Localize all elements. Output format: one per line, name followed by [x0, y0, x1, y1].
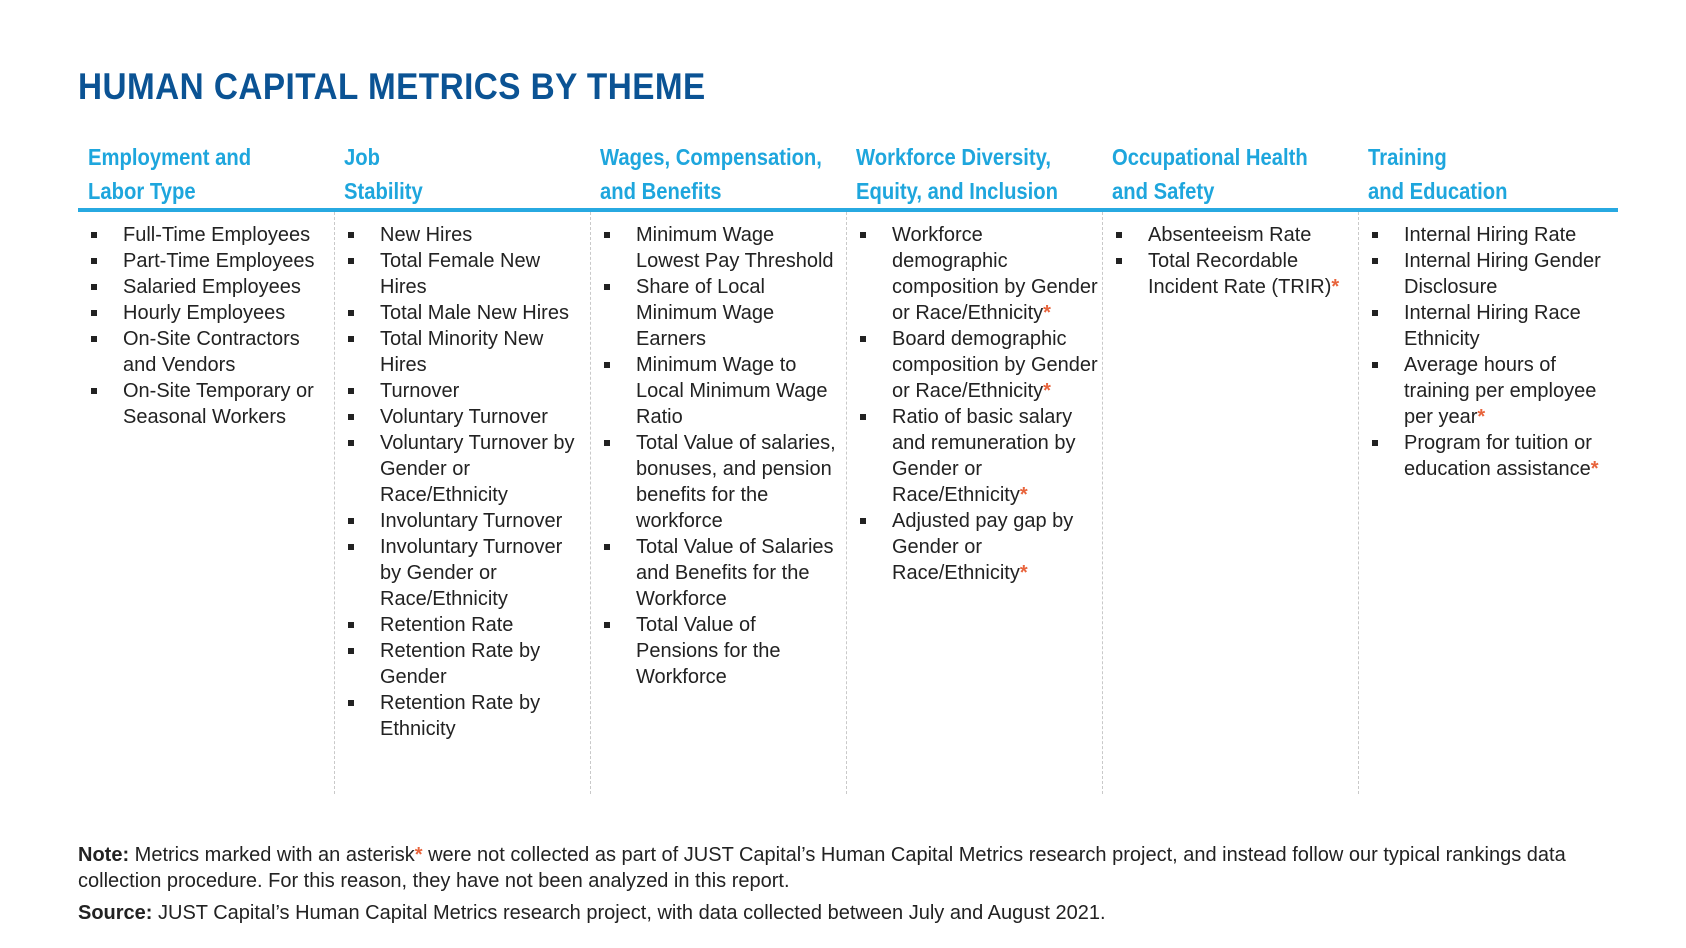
column-heading-line: and Safety	[1112, 178, 1215, 204]
source-label: Source:	[78, 902, 153, 924]
list-item	[345, 690, 586, 742]
footnotes	[78, 842, 1638, 926]
column-heading-job-stability	[334, 140, 590, 208]
metric-text: Minimum Wage to Local Minimum Wage Ratio	[636, 354, 828, 428]
column-heading-wages	[590, 140, 846, 208]
metric-text: Absenteeism Rate	[1148, 224, 1312, 246]
list-item	[601, 352, 842, 430]
asterisk-mark: *	[1043, 380, 1051, 402]
metric-text: Total Minority New Hires	[380, 328, 544, 376]
column-heading-line: Wages, Compensation,	[600, 144, 822, 170]
list-item	[345, 378, 586, 404]
list-item	[1369, 430, 1610, 482]
column-heading-employment	[78, 140, 334, 208]
column-heading-diversity	[846, 140, 1102, 208]
list-item	[1113, 248, 1354, 300]
column-heading-line: Training	[1368, 144, 1447, 170]
metric-text: Total Female New Hires	[380, 250, 541, 298]
metric-list	[601, 222, 842, 690]
list-item	[88, 326, 330, 378]
metrics-table	[78, 140, 1618, 794]
list-item	[1369, 300, 1610, 352]
asterisk-mark: *	[1019, 484, 1028, 506]
metric-list	[345, 222, 586, 742]
list-item	[345, 638, 586, 690]
list-item	[345, 248, 586, 300]
metric-text: Total Value of Pensions for the Workforce	[636, 614, 781, 688]
metric-text: Internal Hiring Gender Disclosure	[1404, 250, 1601, 298]
metric-list	[1113, 222, 1354, 300]
metric-text: Hourly Employees	[123, 302, 286, 324]
asterisk-mark: *	[1477, 406, 1486, 428]
column-heading-training	[1358, 140, 1614, 208]
metric-text: Voluntary Turnover	[380, 406, 548, 428]
column-job-stability	[334, 212, 590, 794]
note-text-before: Metrics marked with an asterisk	[129, 844, 415, 866]
list-item	[88, 274, 330, 300]
metric-text: Turnover	[380, 380, 460, 402]
column-heading-line: Equity, and Inclusion	[856, 178, 1059, 204]
metric-text: Average hours of training per employee per year	[1404, 354, 1597, 428]
list-item	[88, 248, 330, 274]
list-item	[345, 612, 586, 638]
metric-text: Part-Time Employees	[123, 250, 315, 272]
list-item	[345, 404, 586, 430]
column-employment	[78, 212, 334, 794]
note-text-after: were not collected as part of JUST Capital’s Human Capital Metrics research project, and instead follow our typical rankings data collection procedure. For this reason, they have not been analyzed in this report.	[78, 844, 1566, 892]
metric-text: Internal Hiring Race Ethnicity	[1404, 302, 1581, 350]
column-heading-line: Workforce Diversity,	[856, 144, 1051, 170]
list-item	[1113, 222, 1354, 248]
list-item	[1369, 248, 1610, 300]
metric-text: Program for tuition or education assistance	[1404, 432, 1592, 480]
list-item	[601, 534, 842, 612]
metric-list	[857, 222, 1098, 586]
metric-text: On-Site Temporary or Seasonal Workers	[123, 380, 314, 428]
metric-text: Adjusted pay gap by Gender or Race/Ethnicity	[892, 510, 1074, 584]
column-heading-line: and Education	[1368, 178, 1508, 204]
table-header-row	[78, 140, 1618, 212]
page-title: HUMAN CAPITAL METRICS BY THEME	[78, 66, 706, 107]
list-item	[601, 274, 842, 352]
metric-list	[88, 222, 330, 430]
table-body-row	[78, 212, 1618, 794]
metric-text: Internal Hiring Rate	[1404, 224, 1577, 246]
metric-text: On-Site Contractors and Vendors	[123, 328, 300, 376]
column-heading-line: and Benefits	[600, 178, 722, 204]
metric-text: Minimum Wage Lowest Pay Threshold	[636, 224, 834, 272]
metric-text: Workforce demographic composition by Gender or Race/Ethnicity	[892, 224, 1098, 324]
list-item	[345, 300, 586, 326]
column-heading-line: Employment and	[88, 144, 252, 170]
list-item	[857, 404, 1098, 508]
asterisk-mark: *	[1019, 562, 1028, 584]
column-wages	[590, 212, 846, 794]
metric-text: Total Value of Salaries and Benefits for the Workforce	[636, 536, 834, 610]
list-item	[1369, 352, 1610, 430]
metric-text: Involuntary Turnover	[380, 510, 563, 532]
metric-text: New Hires	[380, 224, 473, 246]
metric-text: Total Recordable Incident Rate (TRIR)	[1148, 250, 1332, 298]
asterisk-mark: *	[1043, 302, 1051, 324]
metric-text: Full-Time Employees	[123, 224, 311, 246]
asterisk-mark: *	[1590, 458, 1599, 480]
column-heading-line: Occupational Health	[1112, 144, 1308, 170]
list-item	[1369, 222, 1610, 248]
list-item	[345, 534, 586, 612]
source-text: JUST Capital’s Human Capital Metrics research project, with data collected between July and August 2021.	[152, 902, 1106, 924]
list-item	[88, 222, 330, 248]
list-item	[88, 300, 330, 326]
list-item	[857, 326, 1098, 404]
list-item	[601, 612, 842, 690]
asterisk-mark: *	[1331, 276, 1340, 298]
list-item	[345, 508, 586, 534]
note-asterisk: *	[414, 844, 423, 866]
column-heading-line: Job	[344, 144, 380, 170]
metric-list	[1369, 222, 1610, 482]
note-label: Note:	[78, 844, 130, 866]
column-training	[1358, 212, 1614, 794]
source-line	[78, 900, 1638, 926]
column-heading-line: Stability	[344, 178, 423, 204]
metric-text: Board demographic composition by Gender or Race/Ethnicity	[892, 328, 1098, 402]
metric-text: Share of Local Minimum Wage Earners	[636, 276, 775, 350]
metric-text: Retention Rate by Gender	[380, 640, 541, 688]
metric-text: Total Value of salaries, bonuses, and pension benefits for the workforce	[636, 432, 836, 532]
metric-text: Total Male New Hires	[380, 302, 569, 324]
column-health-safety	[1102, 212, 1358, 794]
note-line	[78, 842, 1638, 894]
column-diversity	[846, 212, 1102, 794]
metric-text: Ratio of basic salary and remuneration by Gender or Race/Ethnicity	[892, 406, 1076, 506]
list-item	[345, 326, 586, 378]
list-item	[88, 378, 330, 430]
metric-text: Voluntary Turnover by Gender or Race/Ethnicity	[380, 432, 575, 506]
list-item	[857, 508, 1098, 586]
list-item	[857, 222, 1098, 326]
list-item	[601, 430, 842, 534]
list-item	[345, 430, 586, 508]
column-heading-health-safety	[1102, 140, 1358, 208]
metric-text: Retention Rate by Ethnicity	[380, 692, 541, 740]
metric-text: Retention Rate	[380, 614, 514, 636]
metric-text: Salaried Employees	[123, 276, 301, 298]
metric-text: Involuntary Turnover by Gender or Race/Ethnicity	[380, 536, 563, 610]
list-item	[345, 222, 586, 248]
list-item	[601, 222, 842, 274]
column-heading-line: Labor Type	[88, 178, 196, 204]
